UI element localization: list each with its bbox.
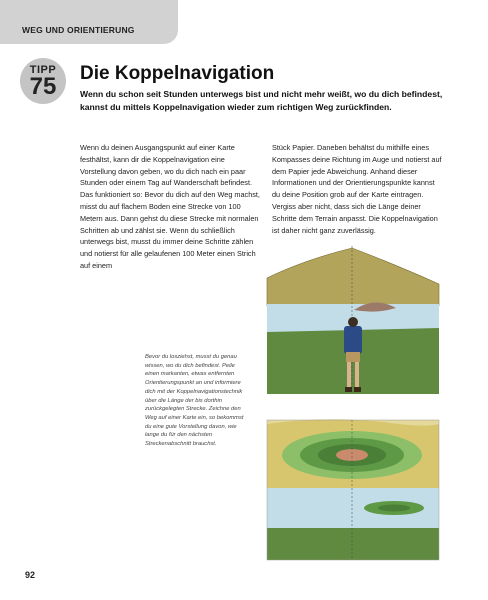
intro-paragraph: Wenn du schon seit Stunden unterwegs bist und nicht mehr weißt, wo du dich befindest, kannst du mittels Koppelnavigation wieder zum richtigen Weg zurückfinden.: [80, 89, 443, 112]
topographic-map: [267, 419, 439, 560]
body-text-left: Wenn du deinen Ausgangspunkt auf einer Karte festhältst, kann dir die Koppelnavigation eine Vorstellung davon geben, wo du dich nach ein paar Stunden oder einem Tag auf Wanderschaft befindest. Das funktioniert so: Bevor du dich auf den Weg machst, misst du auf flachem Boden eine Strecke von 100 Metern aus. Dann gehst du diese Strecke mit normalen Schritten ab und zählst sie. Wenn du schließlich unterwegs bist, musst du immer deine Schritte zählen und notierst für alle gelaufenen 100 Meter einen Strich auf einem: [80, 143, 260, 270]
page-title: Die Koppelnavigation: [80, 63, 275, 84]
page-number: 92: [25, 570, 36, 580]
tipp-number: 75: [29, 73, 57, 100]
section-label: WEG UND ORIENTIERUNG: [22, 25, 135, 35]
tipp-badge: [20, 58, 66, 104]
landscape-scene: [267, 244, 439, 394]
section-tab: [0, 0, 178, 44]
illustration: [264, 240, 444, 566]
illustration-caption: Bevor du losziehst, musst du genau wissen, wo du dich befindest. Peile einen markanten, etwas entfernten Orientierungspunkt an und informiere dich mit der Koppelnavigationstechnik über die Länge der bis dorthin zurückgelegten Strecke. Zeichne den Weg auf einer Karte ein, so bekommst du eine gute Vorstellung davon, wie lange du für den nächsten Streckenabschnitt brauchst.: [145, 354, 244, 448]
body-text-right: Stück Papier. Daneben behältst du mithilfe eines Kompasses deine Richtung im Auge und notierst auf dem Papier jede Abweichung. Anhand dieser Informationen und der Orientierungspunkte kannst du deine Position grob auf der Karte eintragen. Vergiss aber nicht, dass sich die Länge deiner Schritte dem Terrain anpasst. Die Koppelnavigation ist daher nicht ganz zuverlässig.: [272, 143, 442, 235]
tipp-label: TIPP: [29, 64, 57, 76]
